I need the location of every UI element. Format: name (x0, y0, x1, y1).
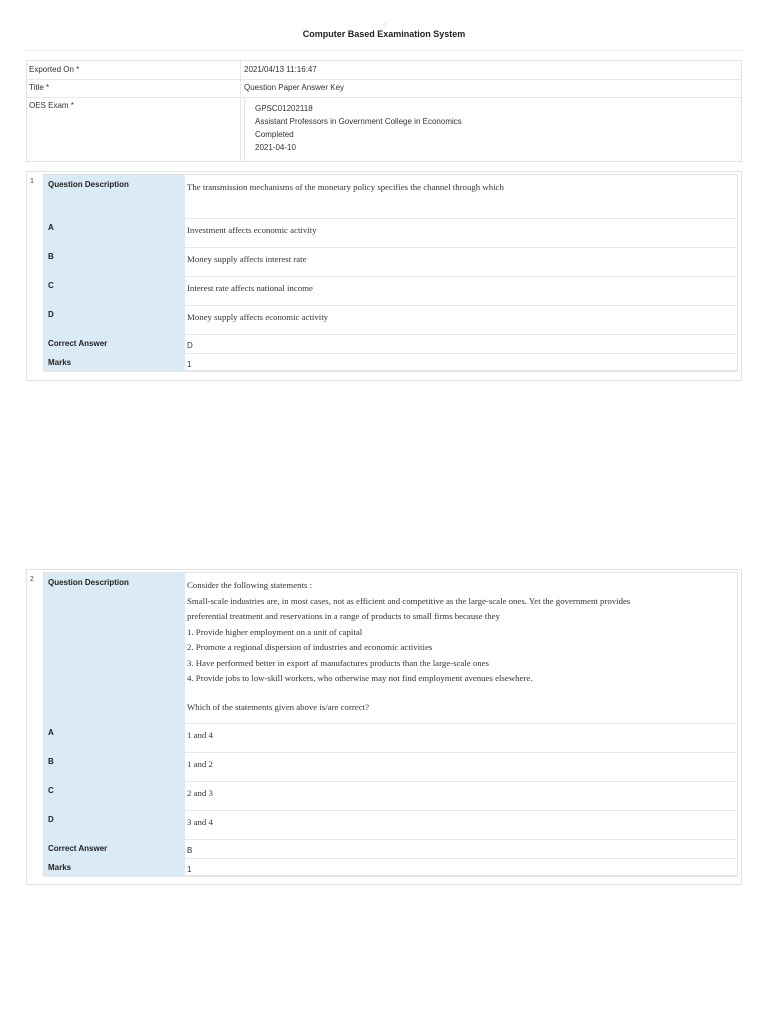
option-c-text: Interest rate affects national income (187, 283, 313, 293)
option-c-row (44, 276, 737, 306)
meta-row-exported-on (27, 61, 741, 80)
question-description-text: Consider the following statements : Small-scale industries are, in most cases, not as efficient and competitive as the large-scale ones. Yet the government provides preferential treatment and reservations in a range of products to small firms because they 1. Provide higher employment on a unit of capital 2. Promote a regional dispersion of industries and economic activities 3. Have performed better in export af manufactures products than the large-scale ones 4. Provide jobs to low-skill workers, who otherwise may not find employment avenues elsewhere. Which of the statements given above is/are correct? (187, 580, 631, 712)
marks-label: Marks (44, 353, 185, 371)
option-c-label: C (44, 781, 185, 810)
question-block (26, 171, 742, 381)
option-a-label: A (44, 723, 185, 752)
marks-row (44, 353, 737, 372)
option-a-text: 1 and 4 (187, 730, 213, 740)
correct-answer-label: Correct Answer (44, 334, 185, 353)
option-c-text: 2 and 3 (187, 788, 213, 798)
option-b-label: B (44, 247, 185, 276)
option-a-row (44, 723, 737, 753)
correct-answer-label: Correct Answer (44, 839, 185, 858)
exam-status: Completed (255, 130, 294, 139)
exported-on-label: Exported On * (29, 65, 80, 74)
title-divider (26, 50, 742, 51)
question-table (43, 174, 738, 371)
exported-on-value: 2021/04/13 11:16:47 (244, 65, 317, 74)
metadata-table (26, 60, 742, 162)
exam-name: Assistant Professors in Government College in Economics (255, 117, 462, 126)
option-d-text: Money supply affects economic activity (187, 312, 329, 322)
option-d-label: D (44, 305, 185, 334)
option-d-row (44, 305, 737, 335)
option-c-row (44, 781, 737, 811)
exam-code: GPSC01202118 (255, 104, 313, 113)
option-b-text: Money supply affects interest rate (187, 254, 307, 264)
correct-answer-row (44, 334, 737, 354)
question-table (43, 572, 738, 876)
option-a-text: Investment affects economic activity (187, 225, 317, 235)
option-a-row (44, 218, 737, 248)
title-label: Title * (29, 83, 50, 92)
option-d-row (44, 810, 737, 840)
question-description-label: Question Description (44, 573, 185, 723)
option-b-row (44, 752, 737, 782)
meta-row-oes-exam (27, 97, 741, 161)
page-title: Computer Based Examination System (302, 29, 466, 39)
question-number: 2 (30, 576, 34, 583)
option-d-label: D (44, 810, 185, 839)
marks-value: 1 (187, 360, 192, 369)
question-block (26, 569, 742, 885)
correct-answer-value: B (187, 846, 193, 855)
option-b-label: B (44, 752, 185, 781)
question-number: 1 (30, 178, 34, 185)
oes-exam-label: OES Exam * (29, 101, 74, 110)
option-c-label: C (44, 276, 185, 305)
meta-row-title (27, 79, 741, 98)
option-b-row (44, 247, 737, 277)
oes-exam-details (244, 98, 739, 159)
marks-row (44, 858, 737, 877)
option-d-text: 3 and 4 (187, 817, 213, 827)
option-a-label: A (44, 218, 185, 247)
exam-date: 2021-04-10 (255, 143, 296, 152)
question-description-row (44, 573, 737, 724)
question-description-text: The transmission mechanisms of the monetary policy specifies the channel through which (187, 182, 504, 192)
title-value: Question Paper Answer Key (244, 83, 345, 92)
marks-label: Marks (44, 858, 185, 876)
marks-value: 1 (187, 865, 192, 874)
question-description-row (44, 175, 737, 219)
option-b-text: 1 and 2 (187, 759, 213, 769)
question-description-label: Question Description (44, 175, 185, 218)
correct-answer-value: D (187, 341, 193, 350)
correct-answer-row (44, 839, 737, 859)
page-mark: © (383, 22, 386, 27)
